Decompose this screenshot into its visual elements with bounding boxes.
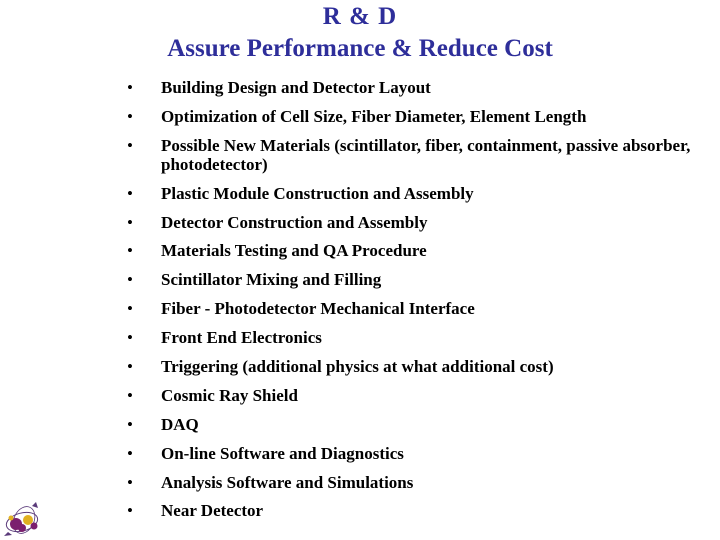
bullet-text: Analysis Software and Simulations	[161, 472, 414, 492]
bullet-dot: •	[127, 472, 133, 492]
slide-title: R & D	[322, 3, 398, 30]
bullet-text: Plastic Module Construction and Assembly	[161, 183, 474, 203]
bullet-dot: •	[127, 135, 133, 155]
bullet-item	[127, 107, 712, 126]
bullet-item	[127, 501, 712, 520]
bullet-item	[127, 241, 712, 260]
bullet-text: Triggering (additional physics at what additional cost)	[161, 357, 554, 377]
bullet-item	[127, 299, 712, 318]
bullet-item	[127, 270, 712, 289]
bullet-text: On-line Software and Diagnostics	[161, 443, 404, 463]
bullet-dot: •	[127, 212, 133, 232]
bullet-item	[127, 184, 712, 203]
bullet-dot: •	[127, 501, 133, 521]
bullet-text: Possible New Materials (scintillator, fiber, containment, passive absorber, photodetector)	[161, 135, 691, 174]
bullet-text: Fiber - Photodetector Mechanical Interface	[161, 299, 475, 319]
bullet-item	[127, 213, 712, 232]
bullet-dot: •	[127, 78, 133, 97]
bullet-list	[127, 78, 712, 530]
bullet-text: Materials Testing and QA Procedure	[161, 241, 427, 261]
bullet-text: Front End Electronics	[161, 328, 322, 348]
bullet-dot: •	[127, 443, 133, 463]
bullet-text: Optimization of Cell Size, Fiber Diameter, Element Length	[161, 106, 587, 126]
bullet-dot: •	[127, 299, 133, 319]
bullet-item	[127, 386, 712, 405]
bullet-item	[127, 136, 712, 174]
bullet-dot: •	[127, 385, 133, 405]
bullet-dot: •	[127, 414, 133, 434]
bullet-dot: •	[127, 357, 133, 377]
lab-logo-icon	[2, 498, 46, 538]
bullet-text: Cosmic Ray Shield	[161, 385, 298, 405]
bullet-text: Near Detector	[161, 501, 264, 521]
logo-shapes	[4, 502, 38, 536]
bullet-dot: •	[127, 106, 133, 126]
bullet-text: Scintillator Mixing and Filling	[161, 270, 382, 290]
bullet-item	[127, 328, 712, 347]
bullet-dot: •	[127, 183, 133, 203]
bullet-text: Detector Construction and Assembly	[161, 212, 428, 232]
bullet-item	[127, 444, 712, 463]
bullet-item	[127, 78, 712, 97]
slide-subtitle: Assure Performance & Reduce Cost	[167, 35, 553, 62]
bullet-dot: •	[127, 270, 133, 290]
bullet-dot: •	[127, 328, 133, 348]
bullet-text: Building Design and Detector Layout	[161, 78, 431, 97]
bullet-dot: •	[127, 241, 133, 261]
bullet-item	[127, 357, 712, 376]
bullet-item	[127, 473, 712, 492]
bullet-text: DAQ	[161, 414, 199, 434]
bullet-item	[127, 415, 712, 434]
